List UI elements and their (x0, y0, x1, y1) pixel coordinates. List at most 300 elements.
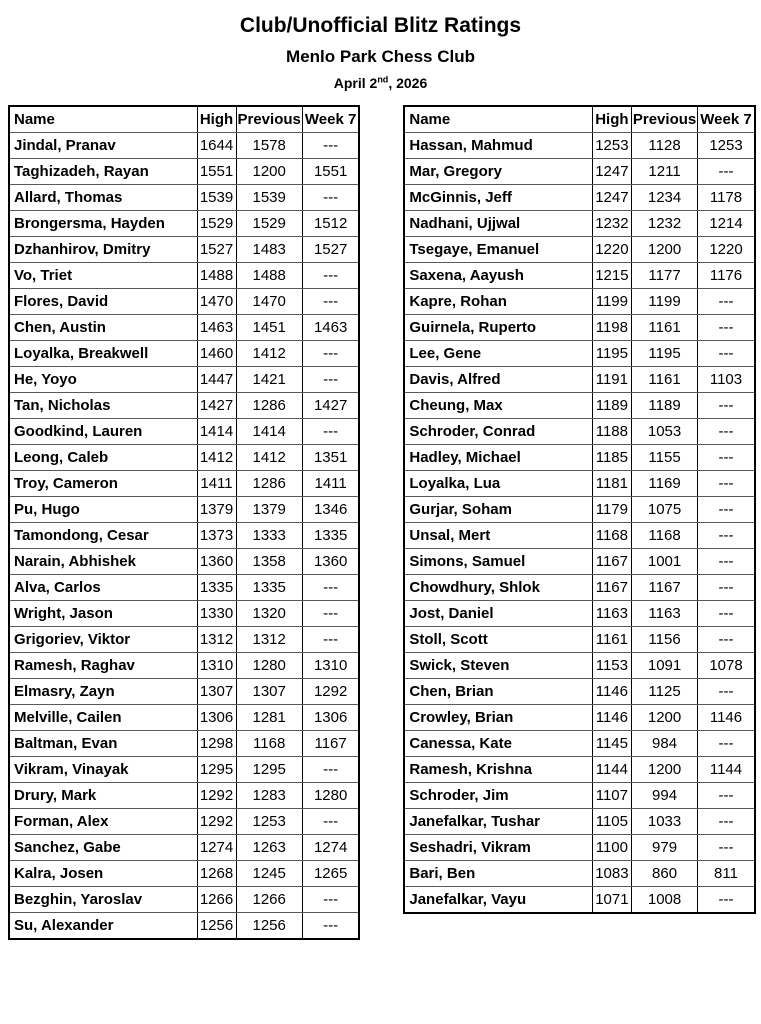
rating-cell: 1247 (592, 185, 631, 211)
table-row (9, 445, 359, 471)
rating-cell: 1411 (197, 471, 236, 497)
table-row (404, 237, 754, 263)
table-row (9, 133, 359, 159)
table-row (9, 783, 359, 809)
rating-cell: 1033 (631, 809, 697, 835)
rating-cell: 1195 (631, 341, 697, 367)
rating-cell: 1146 (698, 705, 755, 731)
rating-cell: 1168 (236, 731, 302, 757)
player-name-cell: Baltman, Evan (9, 731, 197, 757)
rating-cell: 1214 (698, 211, 755, 237)
rating-cell: 1145 (592, 731, 631, 757)
table-row (9, 367, 359, 393)
table-row (404, 601, 754, 627)
rating-cell: 1256 (236, 913, 302, 940)
rating-cell: 1295 (197, 757, 236, 783)
rating-cell: 1168 (592, 523, 631, 549)
rating-cell: 1447 (197, 367, 236, 393)
rating-cell: 1412 (236, 341, 302, 367)
rating-cell: 1320 (236, 601, 302, 627)
rating-cell: 1189 (631, 393, 697, 419)
rating-cell: 1071 (592, 887, 631, 914)
player-name-cell: Drury, Mark (9, 783, 197, 809)
rating-cell: --- (302, 133, 359, 159)
rating-cell: 1306 (197, 705, 236, 731)
rating-cell: 1280 (236, 653, 302, 679)
rating-cell: 1286 (236, 393, 302, 419)
table-row (9, 809, 359, 835)
date-prefix: April 2 (333, 75, 378, 91)
rating-cell: 1373 (197, 523, 236, 549)
rating-cell: 1414 (197, 419, 236, 445)
rating-cell: 1360 (197, 549, 236, 575)
rating-cell: 1247 (592, 159, 631, 185)
rating-cell: 1105 (592, 809, 631, 835)
player-name-cell: Bari, Ben (404, 861, 592, 887)
rating-cell: 1189 (592, 393, 631, 419)
rating-cell: 1195 (592, 341, 631, 367)
tables-container (0, 105, 761, 940)
rating-cell: 1335 (302, 523, 359, 549)
rating-cell: 1168 (631, 523, 697, 549)
rating-cell: 1280 (302, 783, 359, 809)
rating-cell: 1292 (302, 679, 359, 705)
rating-cell: --- (698, 809, 755, 835)
table-row (9, 185, 359, 211)
player-name-cell: Troy, Cameron (9, 471, 197, 497)
rating-cell: 1176 (698, 263, 755, 289)
rating-cell: 1539 (197, 185, 236, 211)
rating-cell: 1199 (631, 289, 697, 315)
rating-cell: 1286 (236, 471, 302, 497)
rating-cell: 1412 (197, 445, 236, 471)
rating-cell: 1470 (236, 289, 302, 315)
rating-cell: 1253 (698, 133, 755, 159)
rating-cell: 1198 (592, 315, 631, 341)
rating-cell: 1330 (197, 601, 236, 627)
player-name-cell: Chen, Brian (404, 679, 592, 705)
rating-cell: 1232 (592, 211, 631, 237)
table-row (404, 159, 754, 185)
table-row (9, 263, 359, 289)
rating-cell: 1295 (236, 757, 302, 783)
player-name-cell: Bezghin, Yaroslav (9, 887, 197, 913)
player-name-cell: Swick, Steven (404, 653, 592, 679)
player-name-cell: Mar, Gregory (404, 159, 592, 185)
rating-cell: 1253 (592, 133, 631, 159)
rating-cell: 1488 (197, 263, 236, 289)
player-name-cell: Narain, Abhishek (9, 549, 197, 575)
rating-cell: --- (698, 601, 755, 627)
table-row (9, 419, 359, 445)
rating-cell: 1091 (631, 653, 697, 679)
rating-cell: 1167 (631, 575, 697, 601)
rating-cell: --- (698, 289, 755, 315)
table-row (9, 913, 359, 940)
player-name-cell: Flores, David (9, 289, 197, 315)
rating-cell: 984 (631, 731, 697, 757)
rating-cell: 1529 (236, 211, 302, 237)
rating-cell: 1292 (197, 809, 236, 835)
table-row (9, 549, 359, 575)
rating-cell: --- (698, 497, 755, 523)
rating-cell: 1191 (592, 367, 631, 393)
rating-cell: 1179 (592, 497, 631, 523)
rating-cell: --- (302, 913, 359, 940)
rating-cell: 1125 (631, 679, 697, 705)
player-name-cell: Cheung, Max (404, 393, 592, 419)
rating-cell: 1163 (631, 601, 697, 627)
player-name-cell: Gurjar, Soham (404, 497, 592, 523)
rating-cell: 1298 (197, 731, 236, 757)
table-row (404, 549, 754, 575)
rating-cell: 1527 (302, 237, 359, 263)
table-row (404, 731, 754, 757)
rating-cell: 1211 (631, 159, 697, 185)
player-name-cell: Stoll, Scott (404, 627, 592, 653)
ratings-table-left (8, 105, 360, 940)
player-name-cell: Tsegaye, Emanuel (404, 237, 592, 263)
rating-cell: 1360 (302, 549, 359, 575)
rating-cell: 1155 (631, 445, 697, 471)
rating-cell: 1427 (197, 393, 236, 419)
table-row (404, 393, 754, 419)
rating-cell: 1551 (302, 159, 359, 185)
rating-cell: 1312 (236, 627, 302, 653)
table-row (404, 705, 754, 731)
table-row (9, 653, 359, 679)
rating-cell: 1156 (631, 627, 697, 653)
rating-cell: 1281 (236, 705, 302, 731)
rating-cell: 1274 (302, 835, 359, 861)
table-row (404, 367, 754, 393)
header-row (404, 106, 754, 133)
rating-cell: 1200 (631, 237, 697, 263)
player-name-cell: Loyalka, Breakwell (9, 341, 197, 367)
player-name-cell: Seshadri, Vikram (404, 835, 592, 861)
rating-cell: 1539 (236, 185, 302, 211)
rating-cell: 1578 (236, 133, 302, 159)
table-row (9, 159, 359, 185)
table-row (404, 653, 754, 679)
rating-cell: 1274 (197, 835, 236, 861)
table-row (9, 497, 359, 523)
rating-cell: 1144 (592, 757, 631, 783)
player-name-cell: Goodkind, Lauren (9, 419, 197, 445)
table-row (9, 887, 359, 913)
player-name-cell: Schroder, Conrad (404, 419, 592, 445)
table-row (9, 315, 359, 341)
rating-cell: 1335 (236, 575, 302, 601)
player-name-cell: Hadley, Michael (404, 445, 592, 471)
rating-cell: 1292 (197, 783, 236, 809)
player-name-cell: Chowdhury, Shlok (404, 575, 592, 601)
player-name-cell: Allard, Thomas (9, 185, 197, 211)
page-title: Club/Unofficial Blitz Ratings (239, 14, 522, 37)
rating-cell: --- (302, 809, 359, 835)
table-row (404, 809, 754, 835)
date-suffix: , 2026 (388, 75, 428, 91)
table-row (404, 523, 754, 549)
table-row (404, 575, 754, 601)
table-row (9, 341, 359, 367)
title-block (0, 14, 761, 91)
rating-cell: --- (302, 575, 359, 601)
rating-cell: --- (698, 627, 755, 653)
rating-cell: --- (698, 575, 755, 601)
rating-cell: 1245 (236, 861, 302, 887)
rating-cell: 1483 (236, 237, 302, 263)
rating-cell: 1163 (592, 601, 631, 627)
player-name-cell: Vo, Triet (9, 263, 197, 289)
rating-cell: 1283 (236, 783, 302, 809)
player-name-cell: Canessa, Kate (404, 731, 592, 757)
rating-cell: 1463 (302, 315, 359, 341)
rating-cell: 1351 (302, 445, 359, 471)
table-row (9, 575, 359, 601)
rating-cell: 1220 (698, 237, 755, 263)
rating-cell: 1200 (631, 705, 697, 731)
column-header-week7: Week 7 (302, 106, 359, 133)
rating-cell: 1310 (197, 653, 236, 679)
player-name-cell: Kapre, Rohan (404, 289, 592, 315)
rating-cell: 1306 (302, 705, 359, 731)
rating-cell: --- (302, 419, 359, 445)
table-row (9, 731, 359, 757)
table-row (9, 705, 359, 731)
rating-cell: 1488 (236, 263, 302, 289)
rating-cell: --- (698, 783, 755, 809)
rating-cell: 1100 (592, 835, 631, 861)
table-row (9, 471, 359, 497)
rating-cell: --- (698, 315, 755, 341)
table-row (404, 783, 754, 809)
rating-cell: 1167 (592, 575, 631, 601)
rating-cell: 1529 (197, 211, 236, 237)
player-name-cell: Elmasry, Zayn (9, 679, 197, 705)
table-row (9, 601, 359, 627)
table-row (9, 679, 359, 705)
rating-cell: 1414 (236, 419, 302, 445)
table-row (404, 497, 754, 523)
table-row (404, 341, 754, 367)
player-name-cell: Chen, Austin (9, 315, 197, 341)
rating-cell: 1103 (698, 367, 755, 393)
rating-cell: 1427 (302, 393, 359, 419)
rating-cell: 1083 (592, 861, 631, 887)
rating-cell: 1470 (197, 289, 236, 315)
rating-cell: 1181 (592, 471, 631, 497)
player-name-cell: Grigoriev, Viktor (9, 627, 197, 653)
rating-cell: 1265 (302, 861, 359, 887)
rating-cell: 1146 (592, 679, 631, 705)
column-header-previous: Previous (236, 106, 302, 133)
player-name-cell: Simons, Samuel (404, 549, 592, 575)
rating-cell: 994 (631, 783, 697, 809)
rating-cell: 1310 (302, 653, 359, 679)
rating-cell: 1188 (592, 419, 631, 445)
player-name-cell: Dzhanhirov, Dmitry (9, 237, 197, 263)
table-row (404, 757, 754, 783)
rating-cell: 811 (698, 861, 755, 887)
rating-cell: --- (698, 445, 755, 471)
player-name-cell: Ramesh, Raghav (9, 653, 197, 679)
rating-cell: --- (302, 185, 359, 211)
player-name-cell: Vikram, Vinayak (9, 757, 197, 783)
table-row (404, 133, 754, 159)
rating-cell: 1078 (698, 653, 755, 679)
rating-cell: 1008 (631, 887, 697, 914)
ratings-table-right (403, 105, 755, 914)
rating-cell: 1263 (236, 835, 302, 861)
rating-cell: 1307 (197, 679, 236, 705)
rating-cell: 1128 (631, 133, 697, 159)
rating-cell: 1421 (236, 367, 302, 393)
rating-cell: 1451 (236, 315, 302, 341)
rating-cell: 1232 (631, 211, 697, 237)
rating-cell: 1527 (197, 237, 236, 263)
rating-cell: 1161 (592, 627, 631, 653)
player-name-cell: Janefalkar, Vayu (404, 887, 592, 914)
rating-cell: 1460 (197, 341, 236, 367)
rating-cell: 1146 (592, 705, 631, 731)
rating-cell: 1379 (236, 497, 302, 523)
player-name-cell: Alva, Carlos (9, 575, 197, 601)
rating-cell: 1234 (631, 185, 697, 211)
player-name-cell: Tamondong, Cesar (9, 523, 197, 549)
table-row (9, 627, 359, 653)
rating-cell: 1253 (236, 809, 302, 835)
table-row (404, 211, 754, 237)
rating-cell: --- (302, 757, 359, 783)
rating-cell: 1144 (698, 757, 755, 783)
player-name-cell: Unsal, Mert (404, 523, 592, 549)
player-name-cell: Su, Alexander (9, 913, 197, 940)
rating-cell: 1200 (631, 757, 697, 783)
rating-cell: --- (302, 627, 359, 653)
rating-cell: 1644 (197, 133, 236, 159)
player-name-cell: Taghizadeh, Rayan (9, 159, 197, 185)
rating-cell: 1153 (592, 653, 631, 679)
table-row (9, 289, 359, 315)
player-name-cell: Pu, Hugo (9, 497, 197, 523)
player-name-cell: Loyalka, Lua (404, 471, 592, 497)
rating-cell: 1307 (236, 679, 302, 705)
player-name-cell: Forman, Alex (9, 809, 197, 835)
header-row (9, 106, 359, 133)
column-header-week7: Week 7 (698, 106, 755, 133)
rating-cell: 1161 (631, 315, 697, 341)
rating-cell: --- (698, 731, 755, 757)
player-name-cell: Kalra, Josen (9, 861, 197, 887)
rating-cell: 1312 (197, 627, 236, 653)
rating-cell: --- (698, 159, 755, 185)
rating-cell: --- (698, 549, 755, 575)
rating-cell: 1199 (592, 289, 631, 315)
table-row (9, 393, 359, 419)
player-name-cell: Guirnela, Ruperto (404, 315, 592, 341)
column-header-high: High (592, 106, 631, 133)
table-row (9, 211, 359, 237)
player-name-cell: McGinnis, Jeff (404, 185, 592, 211)
table-row (404, 679, 754, 705)
rating-cell: 1169 (631, 471, 697, 497)
table-row (404, 627, 754, 653)
rating-cell: 1358 (236, 549, 302, 575)
table-row (9, 237, 359, 263)
player-name-cell: Leong, Caleb (9, 445, 197, 471)
table-row (404, 471, 754, 497)
rating-cell: --- (698, 835, 755, 861)
rating-cell: 1463 (197, 315, 236, 341)
column-header-high: High (197, 106, 236, 133)
column-header-previous: Previous (631, 106, 697, 133)
table-row (404, 861, 754, 887)
table-row (404, 263, 754, 289)
player-name-cell: Ramesh, Krishna (404, 757, 592, 783)
rating-cell: 1266 (236, 887, 302, 913)
rating-cell: 1379 (197, 497, 236, 523)
rating-cell: --- (698, 679, 755, 705)
rating-cell: 1551 (197, 159, 236, 185)
rating-cell: 1346 (302, 497, 359, 523)
player-name-cell: Janefalkar, Tushar (404, 809, 592, 835)
rating-cell: 1177 (631, 263, 697, 289)
rating-cell: 1075 (631, 497, 697, 523)
rating-cell: 1161 (631, 367, 697, 393)
rating-cell: 1335 (197, 575, 236, 601)
player-name-cell: Tan, Nicholas (9, 393, 197, 419)
page-subtitle: Menlo Park Chess Club (286, 47, 475, 66)
rating-cell: 1167 (592, 549, 631, 575)
player-name-cell: Sanchez, Gabe (9, 835, 197, 861)
player-name-cell: Melville, Cailen (9, 705, 197, 731)
player-name-cell: Nadhani, Ujjwal (404, 211, 592, 237)
table-row (9, 757, 359, 783)
player-name-cell: Hassan, Mahmud (404, 133, 592, 159)
rating-cell: 1412 (236, 445, 302, 471)
date-ordinal-superscript: nd (377, 74, 389, 85)
rating-cell: --- (698, 419, 755, 445)
rating-cell: 1220 (592, 237, 631, 263)
player-name-cell: Wright, Jason (9, 601, 197, 627)
rating-cell: 1256 (197, 913, 236, 940)
rating-cell: --- (302, 289, 359, 315)
rating-cell: 1178 (698, 185, 755, 211)
rating-cell: --- (302, 887, 359, 913)
player-name-cell: Jost, Daniel (404, 601, 592, 627)
table-row (404, 315, 754, 341)
rating-cell: 1107 (592, 783, 631, 809)
rating-cell: 1215 (592, 263, 631, 289)
table-row (404, 185, 754, 211)
table-row (404, 289, 754, 315)
table-row (9, 861, 359, 887)
rating-cell: --- (698, 887, 755, 914)
table-row (9, 835, 359, 861)
rating-cell: 1053 (631, 419, 697, 445)
player-name-cell: Lee, Gene (404, 341, 592, 367)
rating-cell: --- (302, 263, 359, 289)
rating-cell: --- (302, 367, 359, 393)
rating-cell: 1268 (197, 861, 236, 887)
table-row (404, 419, 754, 445)
rating-cell: 1200 (236, 159, 302, 185)
rating-cell: 1001 (631, 549, 697, 575)
rating-cell: 1512 (302, 211, 359, 237)
rating-cell: 1167 (302, 731, 359, 757)
player-name-cell: Schroder, Jim (404, 783, 592, 809)
